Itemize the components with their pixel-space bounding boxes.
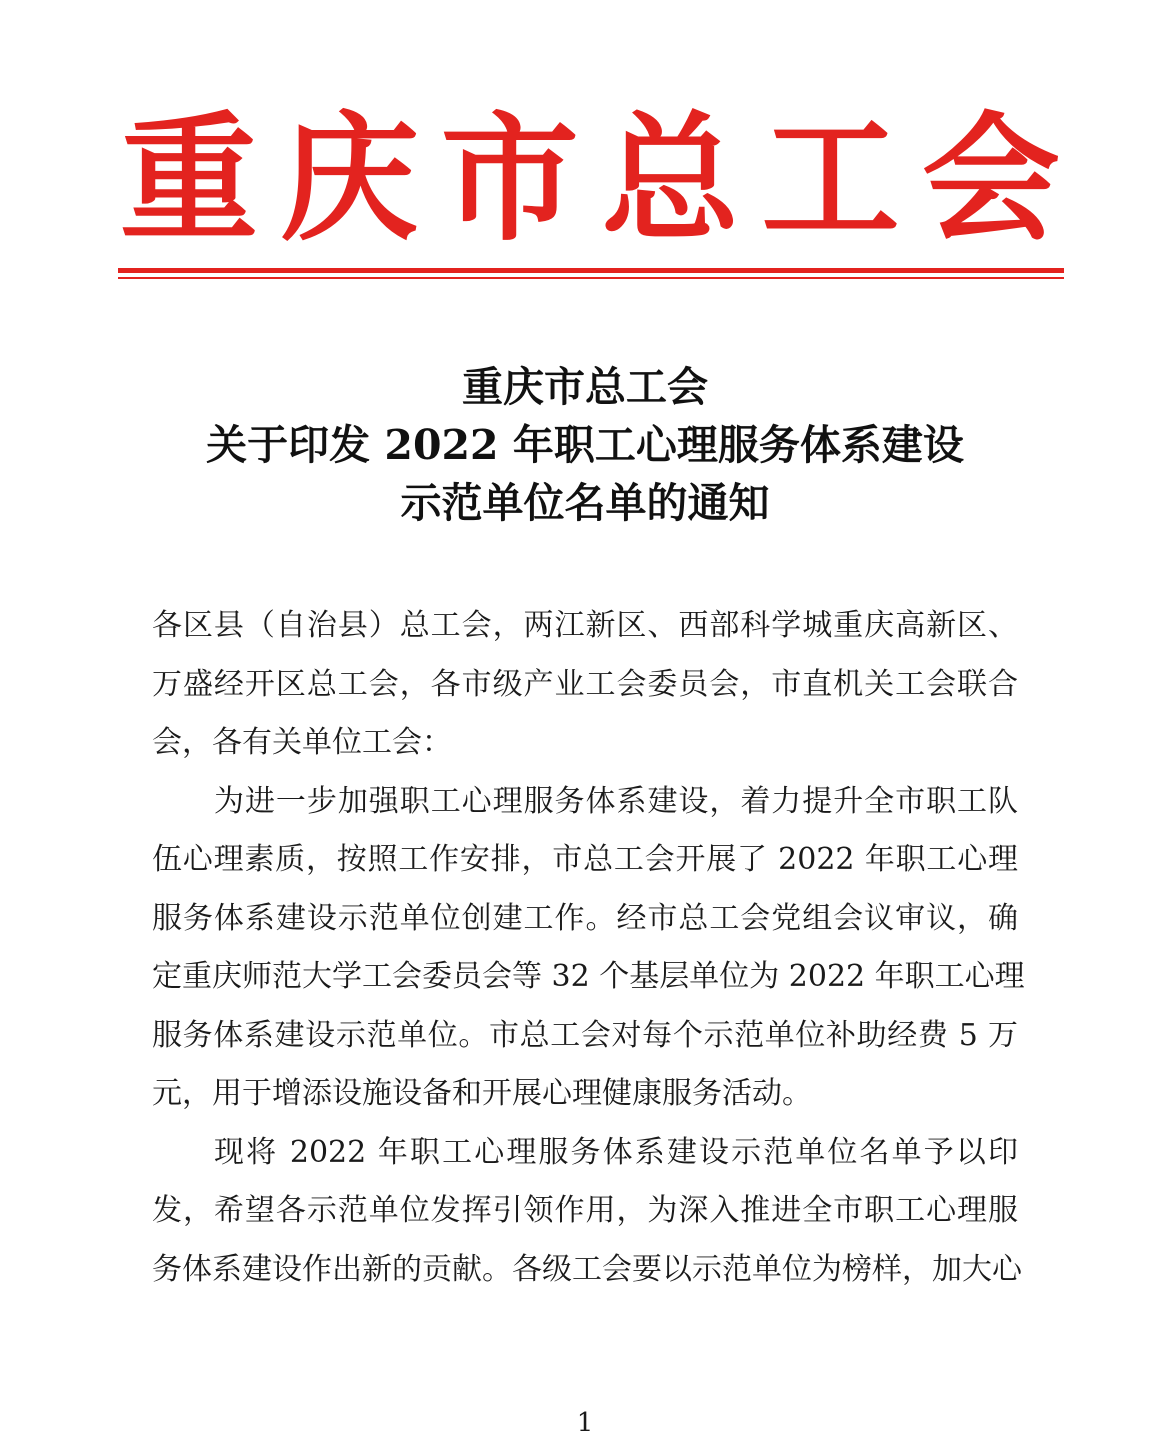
letterhead-divider-thick <box>118 268 1064 273</box>
body-line: 伍心理素质，按照工作安排，市总工会开展了 2022 年职工心理 <box>152 842 1018 877</box>
body-line: 各区县（自治县）总工会，两江新区、西部科学城重庆高新区、 <box>152 608 1018 643</box>
letterhead-char: 市 <box>440 99 579 260</box>
letterhead-char: 庆 <box>280 99 419 260</box>
body-line: 现将 2022 年职工心理服务体系建设示范单位名单予以印 <box>214 1134 1018 1170</box>
letterhead-title <box>120 95 1060 265</box>
title-line: 关于印发 2022 年职工心理服务体系建设 <box>206 421 964 469</box>
document-title <box>0 358 1170 532</box>
page-number: 1 <box>576 1408 594 1438</box>
letterhead-char: 会 <box>921 99 1060 260</box>
body-line: 会，各有关单位工会： <box>152 725 452 760</box>
title-line: 重庆市总工会 <box>462 363 708 411</box>
body-line: 发，希望各示范单位发挥引领作用，为深入推进全市职工心理服 <box>152 1193 1018 1228</box>
letterhead-char: 总 <box>601 99 740 260</box>
body-line: 务体系建设作出新的贡献。各级工会要以示范单位为榜样，加大心 <box>152 1251 1022 1287</box>
body-line: 万盛经开区总工会，各市级产业工会委员会，市直机关工会联合 <box>152 666 1018 702</box>
body-line: 服务体系建设示范单位。市总工会对每个示范单位补助经费 5 万 <box>152 1017 1018 1053</box>
title-line: 示范单位名单的通知 <box>400 479 770 527</box>
document-body <box>152 597 1025 1299</box>
letterhead-char: 重 <box>120 99 259 260</box>
body-line: 服务体系建设示范单位创建工作。经市总工会党组会议审议，确 <box>152 900 1018 936</box>
letterhead-divider-thin <box>118 277 1064 279</box>
body-line: 定重庆师范大学工会委员会等 32 个基层单位为 2022 年职工心理 <box>152 959 1025 994</box>
letterhead-char: 工 <box>761 99 900 260</box>
body-line: 为进一步加强职工心理服务体系建设，着力提升全市职工队 <box>214 783 1018 819</box>
body-line: 元，用于增添设施设备和开展心理健康服务活动。 <box>152 1076 812 1111</box>
